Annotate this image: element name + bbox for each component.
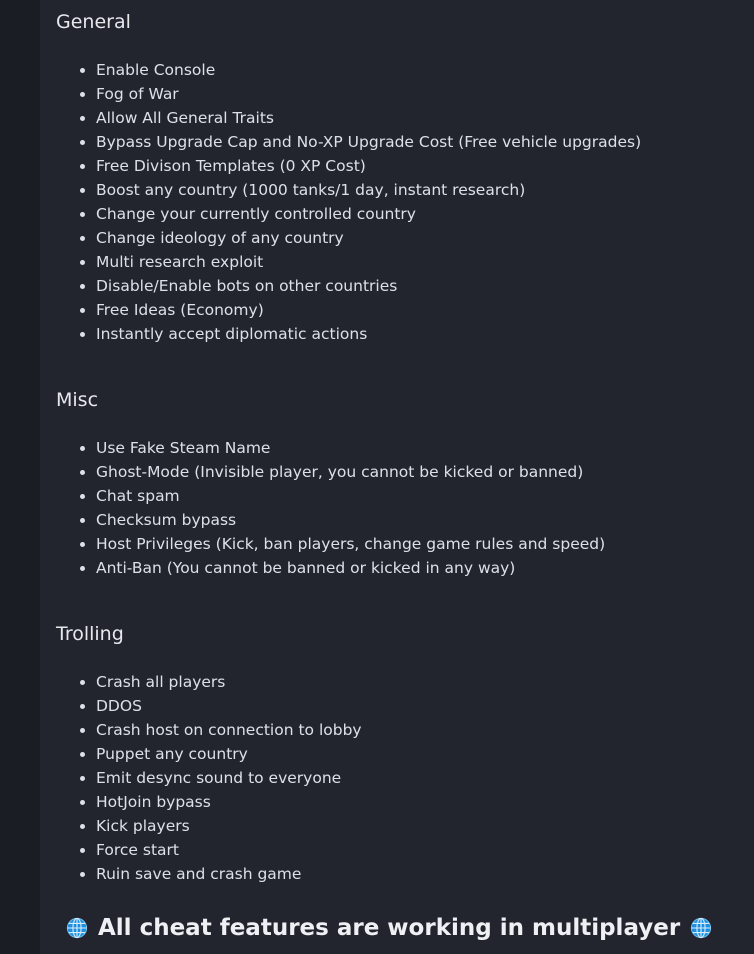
list-item: • Use Fake Steam Name xyxy=(96,436,605,460)
feature-list-trolling xyxy=(40,670,362,886)
list-item: • Crash all players xyxy=(96,670,362,694)
left-sidebar xyxy=(0,0,40,954)
list-item: • Allow All General Traits xyxy=(96,106,641,130)
list-item: • Anti-Ban (You cannot be banned or kicked in any way) xyxy=(96,556,605,580)
globe-icon xyxy=(690,917,712,939)
list-item: • Checksum bypass xyxy=(96,508,605,532)
list-item: • Emit desync sound to everyone xyxy=(96,766,362,790)
list-item: • Chat spam xyxy=(96,484,605,508)
list-item: • Enable Console xyxy=(96,58,641,82)
list-item: • Host Privileges (Kick, ban players, change game rules and speed) xyxy=(96,532,605,556)
feature-list-general xyxy=(40,58,641,346)
list-item: • Kick players xyxy=(96,814,362,838)
multiplayer-banner xyxy=(66,910,712,946)
list-item: • Change ideology of any country xyxy=(96,226,641,250)
list-item: • Free Divison Templates (0 XP Cost) xyxy=(96,154,641,178)
list-item: • Bypass Upgrade Cap and No-XP Upgrade Cost (Free vehicle upgrades) xyxy=(96,130,641,154)
section-title-misc: Misc xyxy=(56,389,99,411)
globe-icon xyxy=(66,917,88,939)
list-item: • Boost any country (1000 tanks/1 day, instant research) xyxy=(96,178,641,202)
feature-list-misc xyxy=(40,436,605,580)
list-item: • Fog of War xyxy=(96,82,641,106)
list-item: • Ghost-Mode (Invisible player, you cannot be kicked or banned) xyxy=(96,460,605,484)
section-title-general: General xyxy=(56,11,131,33)
list-item: • DDOS xyxy=(96,694,362,718)
list-item: • Multi research exploit xyxy=(96,250,641,274)
list-item: • HotJoin bypass xyxy=(96,790,362,814)
multiplayer-banner-text: All cheat features are working in multiplayer xyxy=(98,915,681,941)
list-item: • Change your currently controlled country xyxy=(96,202,641,226)
list-item: • Ruin save and crash game xyxy=(96,862,362,886)
list-item: • Free Ideas (Economy) xyxy=(96,298,641,322)
list-item: • Force start xyxy=(96,838,362,862)
list-item: • Puppet any country xyxy=(96,742,362,766)
feature-description xyxy=(40,0,754,954)
list-item: • Disable/Enable bots on other countries xyxy=(96,274,641,298)
list-item: • Crash host on connection to lobby xyxy=(96,718,362,742)
list-item: • Instantly accept diplomatic actions xyxy=(96,322,641,346)
section-title-trolling: Trolling xyxy=(56,623,124,645)
